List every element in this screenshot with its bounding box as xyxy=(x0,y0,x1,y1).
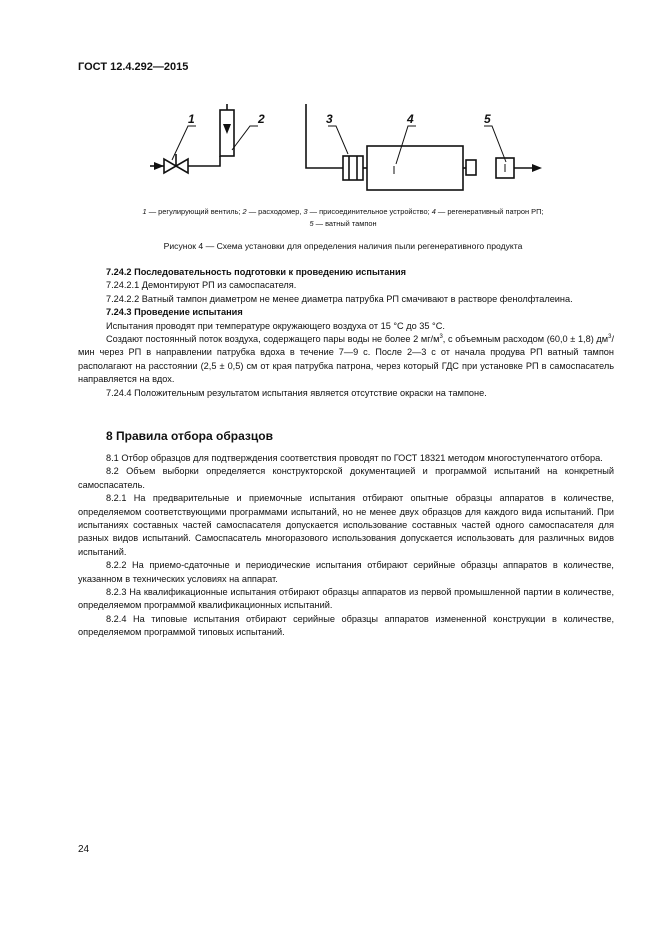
legend-text-5: — ватный тампон xyxy=(313,219,377,228)
para-8-2-1: 8.2.1 На предварительные и приемочные испытания отбирают опытные образцы аппаратов в количестве, определяемом соответствующими программами испытаний, но не менее двух образцов для каждого вида испытаний. При испытаниях составных частей самоспасателя допускается использование составных частей одного самоспасателя для разных видов испытаний. Самоспасатель многоразового использования допускается использовать для различных видов испытаний. xyxy=(78,493,614,557)
figure-label-5: 5 xyxy=(484,112,491,126)
figure-label-2: 2 xyxy=(258,112,265,126)
legend-text-3: — присоединительное устройство; xyxy=(307,207,432,216)
legend-text-1: — регулирующий вентиль; xyxy=(146,207,243,216)
figure-caption: Рисунок 4 — Схема установки для определения наличия пыли регенеративного продукта xyxy=(163,241,523,251)
para-7-24-4: 7.24.4 Положительным результатом испытания является отсутствие окраски на тампоне. xyxy=(106,387,487,398)
legend-num-1: 1 xyxy=(142,207,147,216)
para-8-2: 8.2 Объем выборки определяется конструкторской документацией и программой испытаний на конкретный самоспасатель. xyxy=(78,466,614,490)
cartridge-symbol xyxy=(367,146,463,190)
para-8-2-2: 8.2.2 На приемо-сдаточные и периодические испытания отбирают серийные образцы аппаратов в количестве, указанном в технических условиях на аппарат. xyxy=(78,560,614,584)
section-8-text xyxy=(78,452,614,640)
figure-label-1: 1 xyxy=(188,112,195,126)
legend-num-3: 3 xyxy=(303,207,308,216)
para-8-2-3: 8.2.3 На квалификационные испытания отбирают образцы аппаратов из первой промышленной партии в количестве, определяемом программой квалификационных испытаний. xyxy=(78,587,614,611)
apparatus-diagram xyxy=(100,104,560,199)
figure-label-4: 4 xyxy=(407,112,414,126)
superscript-3-b: 3 xyxy=(608,333,612,340)
figure-legend-line-2 xyxy=(78,218,608,229)
para-8-1: 8.1 Отбор образцов для подтверждения соответствия проводят по ГОСТ 18321 методом многоступенчатого отбора. xyxy=(106,453,603,463)
section-8-title: 8 Правила отбора образцов xyxy=(106,429,273,443)
superscript-3-a: 3 xyxy=(439,333,443,340)
figure-label-3: 3 xyxy=(326,112,333,126)
leader-5 xyxy=(484,126,506,162)
legend-text-4: — регенеративный патрон РП; xyxy=(435,207,544,216)
heading-7-24-2: 7.24.2 Последовательность подготовки к проведению испытания xyxy=(106,267,406,277)
leader-4 xyxy=(396,126,416,164)
inlet-arrow xyxy=(154,162,164,170)
document-code: ГОСТ 12.4.292—2015 xyxy=(78,61,189,73)
pipe-valve-flowmeter xyxy=(188,156,220,166)
outlet-arrow xyxy=(532,164,542,172)
leader-2 xyxy=(232,126,258,150)
page-number: 24 xyxy=(78,844,90,855)
para-7-24-3-2 xyxy=(78,333,614,387)
flowmeter-float xyxy=(223,124,231,134)
para-7-24-2-2: 7.24.2.2 Ватный тампон диаметром не менее диаметра патрубка РП смачивают в растворе фенолфталеина. xyxy=(106,293,573,304)
para-8-2-4: 8.2.4 На типовые испытания отбирают серийные образцы аппаратов измененной конструкции в количестве, определяемом программой типовых испытаний. xyxy=(78,613,614,638)
legend-text-2: — расходомер, xyxy=(246,207,304,216)
section-7-24-text xyxy=(78,266,614,400)
para-7-24-3-2-part-a: Создают постоянный поток воздуха, содержащего пары воды не более 2 мг/м xyxy=(106,334,440,345)
legend-num-5: 5 xyxy=(309,219,314,228)
leader-3 xyxy=(328,126,348,154)
figure-legend-line-1 xyxy=(78,206,608,217)
legend-num-4: 4 xyxy=(431,207,436,216)
para-7-24-3-1: Испытания проводят при температуре окружающего воздуха от 15 °С до 35 °С. xyxy=(106,320,445,331)
connector-symbol xyxy=(343,156,363,180)
para-7-24-3-2-part-b: , с объемным расходом (60,0 ± 1,8) дм xyxy=(442,334,609,345)
legend-num-2: 2 xyxy=(242,207,247,216)
cartridge-outlet xyxy=(466,160,476,175)
para-7-24-3-2-part-c: /мин через РП в направлении патрубка вдоха в течение 7—9 с. После 2—3 с от начала продува РП ватный тампон располагают на расстоянии (2,5 ± 0,5) см от края патрубка патрона, через который ГДС при установке РП в самоспасатель направляется на вдох. xyxy=(78,334,614,385)
heading-7-24-3: 7.24.3 Проведение испытания xyxy=(106,307,243,318)
para-7-24-2-1: 7.24.2.1 Демонтируют РП из самоспасателя. xyxy=(106,280,297,291)
